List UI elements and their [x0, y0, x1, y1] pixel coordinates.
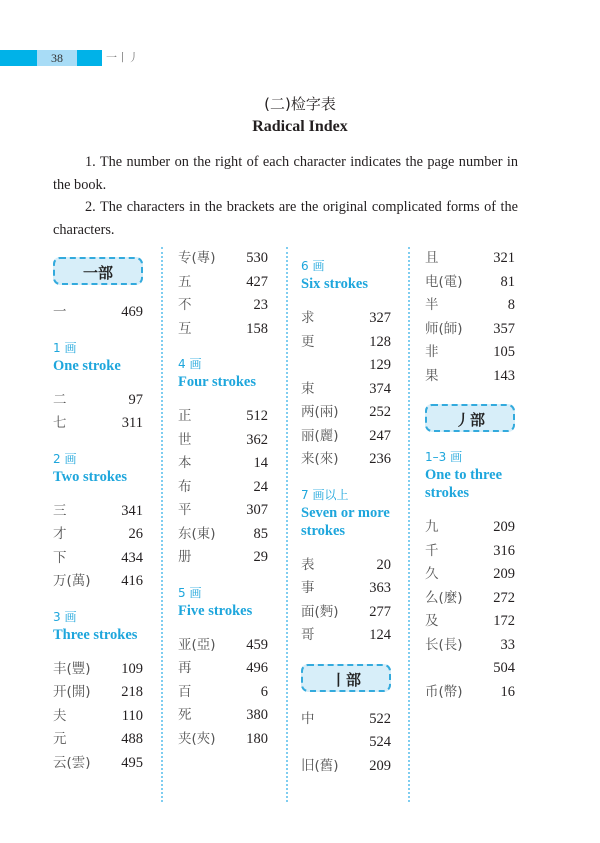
entry-character: 长(長)	[425, 636, 463, 653]
index-entry	[425, 271, 515, 295]
entry-page-number: 512	[246, 408, 268, 424]
entry-page-number: 110	[121, 707, 143, 724]
stroke-count-chinese: 6 画	[301, 259, 325, 273]
entry-character: 么(麼)	[425, 589, 463, 606]
entry-page-number: 16	[500, 683, 515, 700]
index-entry	[53, 570, 143, 594]
index-entry	[178, 523, 268, 547]
entry-page-number: 109	[121, 660, 143, 677]
entry-character: 事	[301, 580, 315, 596]
index-entry	[301, 554, 391, 578]
entry-character: 一	[53, 304, 67, 320]
index-entry	[178, 499, 268, 523]
index-entry	[301, 731, 391, 755]
stroke-section-heading	[53, 608, 153, 644]
index-entry	[301, 448, 391, 472]
index-entry	[178, 681, 268, 705]
entry-character: 师(師)	[425, 320, 463, 337]
entry-character: 死	[178, 707, 192, 723]
entry-page-number: 105	[493, 344, 515, 360]
index-entry	[301, 755, 391, 779]
index-entry	[178, 546, 268, 570]
entry-character: 七	[53, 415, 67, 431]
header-bar-left	[0, 50, 37, 66]
index-entry	[178, 318, 268, 342]
entry-character: 更	[301, 333, 315, 350]
index-entry	[178, 634, 268, 658]
entry-character: 互	[178, 320, 192, 337]
entry-character: 亚(亞)	[178, 636, 216, 653]
entry-character: 来(來)	[301, 451, 339, 467]
page-number: 38	[37, 50, 77, 66]
index-entry	[53, 658, 143, 682]
stroke-count-chinese: 2 画	[53, 451, 77, 466]
index-entry	[425, 610, 515, 634]
entry-character: 求	[301, 310, 315, 326]
header-bar-right	[77, 50, 102, 66]
index-entry	[178, 728, 268, 752]
entry-page-number: 33	[500, 636, 515, 653]
entry-character: 夹(夾)	[178, 730, 216, 747]
entry-character: 平	[178, 502, 192, 518]
entry-page-number: 272	[493, 589, 515, 606]
stroke-section-heading	[301, 486, 401, 540]
column-divider	[286, 247, 288, 802]
entry-character: 哥	[301, 627, 315, 643]
entry-character: 九	[425, 519, 439, 535]
entry-page-number: 14	[253, 455, 268, 471]
index-entry	[425, 540, 515, 564]
entry-character: 正	[178, 408, 192, 424]
stroke-count-chinese: 7 画以上	[301, 487, 349, 502]
entry-page-number: 277	[369, 603, 391, 620]
entry-page-number: 85	[253, 525, 268, 542]
entry-character: 开(開)	[53, 684, 91, 700]
entry-page-number: 252	[369, 404, 391, 420]
entry-character: 两(兩)	[301, 404, 339, 420]
stroke-section-heading	[178, 355, 278, 391]
entry-character: 三	[53, 502, 67, 519]
stroke-count-english: Six strokes	[301, 276, 369, 292]
entry-page-number: 23	[253, 297, 268, 313]
index-entry	[178, 657, 268, 681]
page-header-bar	[0, 50, 100, 66]
entry-character: 夫	[53, 707, 67, 724]
entry-page-number: 247	[369, 427, 391, 444]
entry-page-number: 530	[246, 250, 268, 266]
index-entry	[425, 563, 515, 587]
entry-character: 中	[301, 710, 315, 727]
entry-page-number: 29	[253, 549, 268, 565]
index-entry	[301, 354, 391, 378]
entry-page-number: 459	[246, 636, 268, 653]
entry-character: 下	[53, 549, 67, 566]
stroke-count-english: One stroke	[53, 357, 121, 374]
entry-character: 千	[425, 542, 439, 559]
index-entry	[301, 307, 391, 331]
running-header-label: 一丨丿	[106, 51, 139, 64]
entry-page-number: 158	[246, 320, 268, 337]
entry-character: 百	[178, 683, 192, 700]
entry-character: 专(專)	[178, 250, 216, 266]
stroke-count-chinese: 1–3 画	[425, 450, 463, 464]
entry-character: 久	[425, 566, 439, 582]
note-1: 1. The number on the right of each character indicates the page number in the book.	[53, 154, 518, 193]
entry-character: 二	[53, 391, 67, 408]
entry-page-number: 209	[493, 566, 515, 582]
column-divider	[408, 247, 410, 802]
entry-page-number: 380	[246, 707, 268, 723]
entry-character: 半	[425, 297, 439, 313]
index-entry	[178, 247, 268, 271]
entry-character: 元	[53, 731, 67, 747]
entry-character: 布	[178, 478, 192, 495]
entry-page-number: 209	[493, 519, 515, 535]
stroke-count-english: Five strokes	[178, 602, 253, 619]
entry-character: 面(麪)	[301, 603, 339, 620]
entry-page-number: 180	[246, 730, 268, 747]
entry-page-number: 374	[369, 380, 391, 397]
entry-page-number: 495	[121, 754, 143, 771]
index-entry	[301, 708, 391, 732]
stroke-count-chinese: 5 画	[178, 585, 202, 600]
entry-character: 币(幣)	[425, 683, 463, 700]
note-2: 2. The characters in the brackets are the original complicated forms of the characters.	[53, 199, 518, 238]
entry-page-number: 218	[121, 684, 143, 700]
entry-character: 再	[178, 660, 192, 676]
index-entry	[425, 318, 515, 342]
index-entry	[53, 752, 143, 776]
index-column-4	[425, 247, 525, 704]
entry-page-number: 524	[369, 734, 391, 750]
stroke-count-english: Two strokes	[53, 468, 127, 485]
entry-character: 表	[301, 556, 315, 573]
entry-page-number: 316	[493, 542, 515, 559]
entry-page-number: 143	[493, 367, 515, 384]
entry-page-number: 129	[369, 357, 391, 373]
index-entry	[425, 587, 515, 611]
entry-character: 世	[178, 431, 192, 448]
index-entry	[178, 429, 268, 453]
index-entry	[425, 681, 515, 705]
entry-page-number: 488	[121, 731, 143, 747]
entry-character: 且	[425, 250, 439, 266]
index-entry	[425, 294, 515, 318]
entry-page-number: 24	[253, 478, 268, 495]
entry-page-number: 362	[246, 431, 268, 448]
entry-character: 才	[53, 526, 67, 542]
index-entry	[301, 378, 391, 402]
index-entry	[301, 331, 391, 355]
index-entry	[178, 271, 268, 295]
entry-page-number: 427	[246, 273, 268, 290]
stroke-count-english: One to three strokes	[425, 467, 503, 501]
index-entry	[53, 412, 143, 436]
index-entry	[53, 301, 143, 325]
index-entry	[301, 624, 391, 648]
index-entry	[425, 341, 515, 365]
index-entry	[53, 705, 143, 729]
entry-page-number: 434	[121, 549, 143, 566]
stroke-count-english: Three strokes	[53, 626, 138, 643]
entry-page-number: 26	[128, 526, 143, 542]
entry-character: 本	[178, 455, 192, 471]
index-entry	[53, 547, 143, 571]
entry-page-number: 209	[369, 757, 391, 774]
index-entry	[425, 365, 515, 389]
stroke-count-chinese: 1 画	[53, 340, 77, 355]
page-title-english: Radical Index	[252, 118, 348, 135]
radical-header: 一部	[53, 257, 143, 285]
entry-character: 万(萬)	[53, 573, 91, 589]
stroke-count-english: Four strokes	[178, 374, 257, 390]
entry-character: 束	[301, 380, 315, 397]
index-entry	[178, 704, 268, 728]
entry-page-number: 236	[369, 451, 391, 467]
stroke-section-heading	[53, 450, 153, 486]
column-divider	[161, 247, 163, 802]
stroke-count-english: Seven or more strokes	[301, 504, 390, 539]
entry-character: 及	[425, 613, 439, 629]
index-entry	[425, 634, 515, 658]
entry-character: 旧(舊)	[301, 757, 339, 774]
index-column-3	[301, 257, 401, 778]
index-entry	[53, 728, 143, 752]
entry-character: 册	[178, 549, 192, 565]
index-entry	[178, 405, 268, 429]
entry-page-number: 6	[260, 683, 268, 700]
stroke-section-heading	[178, 584, 278, 620]
entry-page-number: 97	[128, 391, 143, 408]
entry-page-number: 321	[493, 250, 515, 266]
entry-character: 果	[425, 367, 439, 384]
entry-character: 丽(麗)	[301, 427, 339, 444]
entry-character: 非	[425, 344, 439, 360]
entry-page-number: 522	[369, 710, 391, 727]
entry-character: 云(雲)	[53, 754, 91, 771]
entry-character: 电(電)	[425, 273, 463, 290]
entry-page-number: 81	[500, 273, 515, 290]
entry-page-number: 20	[376, 556, 391, 573]
index-entry	[425, 247, 515, 271]
stroke-count-chinese: 3 画	[53, 609, 77, 624]
entry-character: 不	[178, 297, 192, 313]
index-entry	[53, 389, 143, 413]
entry-character: 东(東)	[178, 525, 216, 542]
stroke-count-chinese: 4 画	[178, 357, 202, 371]
index-entry	[301, 601, 391, 625]
index-entry	[53, 500, 143, 524]
index-entry	[425, 657, 515, 681]
entry-page-number: 469	[121, 304, 143, 320]
stroke-section-heading	[53, 339, 153, 375]
entry-character: 丰(豐)	[53, 660, 91, 677]
entry-page-number: 341	[121, 502, 143, 519]
entry-character: 五	[178, 273, 192, 290]
stroke-section-heading	[301, 257, 401, 293]
entry-page-number: 363	[369, 580, 391, 596]
radical-header: 丿部	[425, 404, 515, 432]
index-entry	[301, 577, 391, 601]
entry-page-number: 416	[121, 573, 143, 589]
index-entry	[178, 452, 268, 476]
index-entry	[178, 476, 268, 500]
entry-page-number: 172	[493, 613, 515, 629]
entry-page-number: 496	[246, 660, 268, 676]
index-column-1	[53, 245, 153, 775]
index-entry	[53, 523, 143, 547]
entry-page-number: 8	[507, 297, 515, 313]
entry-page-number: 124	[369, 627, 391, 643]
entry-page-number: 307	[246, 502, 268, 518]
entry-page-number: 327	[369, 310, 391, 326]
radical-header: 丨部	[301, 664, 391, 692]
entry-page-number: 357	[493, 320, 515, 337]
entry-page-number: 311	[121, 415, 143, 431]
entry-page-number: 128	[369, 333, 391, 350]
notes	[53, 151, 518, 241]
index-entry	[425, 516, 515, 540]
page-title-chinese: (二)检字表	[264, 95, 336, 113]
index-entry	[53, 681, 143, 705]
stroke-section-heading	[425, 448, 525, 502]
index-entry	[301, 401, 391, 425]
entry-page-number: 504	[493, 660, 515, 676]
index-column-2	[178, 247, 278, 751]
index-entry	[178, 294, 268, 318]
index-entry	[301, 425, 391, 449]
